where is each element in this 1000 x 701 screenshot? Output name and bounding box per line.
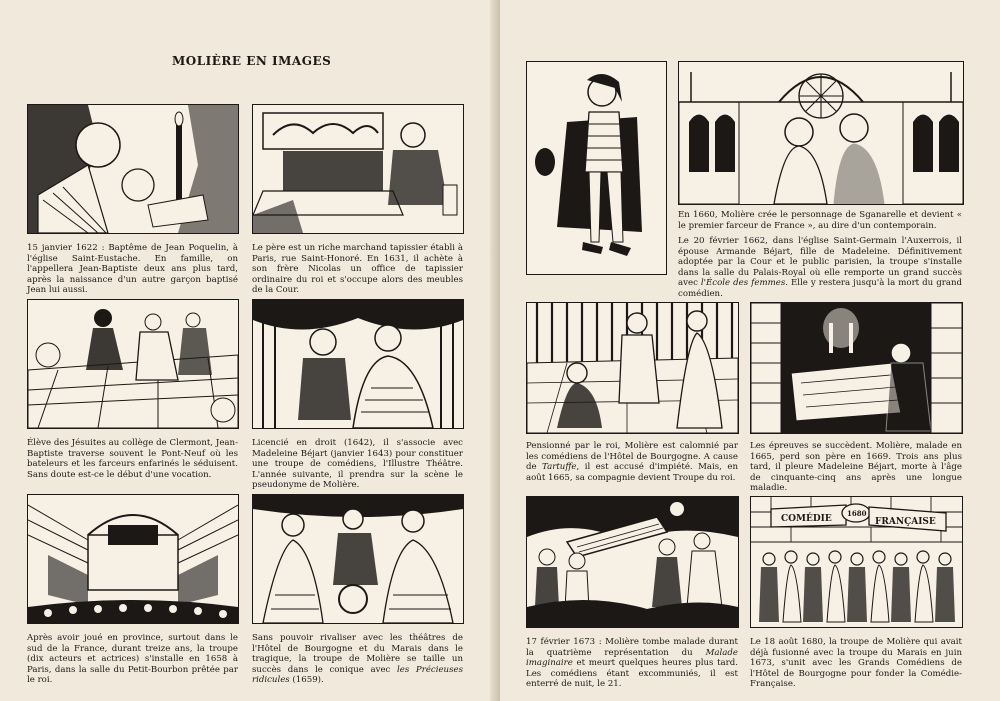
page-title: MOLIÈRE EN IMAGES: [172, 54, 332, 68]
caption-mariage: [678, 236, 962, 300]
caption-comedie-francaise: Le 18 août 1680, la troupe de Molière qui avait déjà fusionné avec la troupe du Marais en juin 1673, s'unit avec les Grands Comédiens de l'Hôtel de Bourgogne pour fonder la Comédie-Française.: [750, 637, 962, 690]
banner-francaise: FRANÇAISE: [875, 517, 936, 527]
right-page: [500, 0, 1000, 701]
caption-petit-bourbon: Après avoir joué en province, surtout dans le sud de la France, durant treize ans, la troupe (dix acteurs et actrices) s'installe en 1658 à Paris, dans la salle du Petit-Bourbon prêtée par le roi.: [27, 633, 238, 686]
caption-precieuses-title: les Précieuses ridicules: [252, 664, 463, 686]
illustration-petit-bourbon: [27, 494, 239, 624]
precieuses-drawing: [253, 495, 463, 623]
caption-tartuffe: [526, 441, 738, 483]
illustre-theatre-drawing: [253, 300, 463, 428]
caption-enterrement-title: Malade imaginaire: [526, 647, 738, 669]
sganarelle-drawing: [527, 62, 666, 274]
illustration-comedie-francaise: [750, 496, 963, 628]
caption-mariage-end: . Elle y restera jusqu'à la mort du grand comédien.: [678, 278, 962, 299]
caption-precieuses-end: (1659).: [289, 675, 324, 686]
caption-tartuffe-end: , il est accusé d'impiété. Mais, en août 1665, sa compagnie devient Troupe du roi.: [526, 462, 738, 483]
enterrement-drawing: [527, 497, 738, 627]
caption-enterrement-text: 17 février 1673 : Molière tombe malade durant la quatrième représentation du: [526, 637, 738, 658]
caption-enterrement-end: et meurt quelques heures plus tard. Les comédiens étant excommuniés, il est enterré de nuit, le 21.: [526, 658, 738, 690]
caption-mariage-title: l'École des femmes: [700, 278, 786, 289]
caption-enterrement: [526, 637, 738, 690]
tartuffe-drawing: [527, 303, 738, 433]
caption-baptism: 15 janvier 1622 : Baptême de Jean Poquelin, à l'église Saint-Eustache. En famille, on l'appellera Jean-Baptiste deux ans plus tard, après la naissance d'un autre garçon baptisé Jean lui aussi.: [27, 243, 238, 296]
comedie-francaise-drawing: [751, 497, 962, 627]
banner-year: 1680: [847, 509, 867, 518]
caption-precieuses: [252, 633, 463, 686]
illustration-illustre-theatre: [252, 299, 464, 429]
baptism-drawing: [28, 105, 238, 233]
illustration-tartuffe: [526, 302, 739, 434]
illustration-pont-neuf: [27, 299, 239, 429]
petit-bourbon-drawing: [28, 495, 238, 623]
caption-mariage-text: Le 20 février 1662, dans l'église Saint-Germain l'Auxerrois, il épouse Armande Béjart, fille de Madeleine. Définitivement adoptée par la Cour et le public parisien, la troupe s'installe dans la salle du Palais-Royal où elle remporte un grand succès avec: [678, 236, 962, 289]
caption-tartuffe-text: Pensionné par le roi, Molière est calomnié par les comédiens de l'Hôtel de Bourgogne. A cause de: [526, 441, 738, 473]
tapissier-drawing: [253, 105, 463, 233]
pont-neuf-drawing: [28, 300, 238, 428]
caption-precieuses-text: Sans pouvoir rivaliser avec les théâtres de l'Hôtel de Bourgogne et du Marais dans le tragique, la troupe de Molière se taille un succès dans le conique avec: [252, 633, 463, 675]
caption-tapissier: Le père est un riche marchand tapissier établi à Paris, rue Saint-Honoré. En 1631, il achète à son frère Nicolas un office de tapissier ordinaire du roi et s'occupe alors des meubles de la Cour.: [252, 243, 463, 296]
caption-illustre-theatre: Licencié en droit (1642), il s'associe avec Madeleine Béjart (janvier 1643) pour constituer une troupe de comédiens, l'Illustre Théâtre. L'année suivante, il prendra sur la scène le pseudonyme de Molière.: [252, 438, 463, 491]
mariage-drawing: [679, 62, 963, 204]
caption-tartuffe-title: Tartuffe: [542, 462, 577, 473]
illustration-mariage: [678, 61, 964, 205]
banner-comedie: COMÉDIE: [781, 514, 832, 524]
illustration-sganarelle: [526, 61, 667, 275]
illustration-baptism: [27, 104, 239, 234]
caption-sganarelle: En 1660, Molière crée le personnage de Sganarelle et devient « le premier farceur de France », au dire d'un contemporain.: [678, 210, 962, 231]
illustration-precieuses: [252, 494, 464, 624]
illustration-enterrement: [526, 496, 739, 628]
epreuves-drawing: [751, 303, 962, 433]
illustration-epreuves: [750, 302, 963, 434]
caption-pont-neuf: Élève des Jésuites au collège de Clermont, Jean-Baptiste traverse souvent le Pont-Neuf où les bateleurs et les farceurs enfarinés le séduisent. Sans doute est-ce le début d'une vocation.: [27, 438, 238, 480]
caption-epreuves: Les épreuves se succèdent. Molière, malade en 1665, perd son père en 1669. Trois ans plus tard, il pleure Madeleine Béjart, morte à l'âge de cinquante-cinq ans après une longue maladie.: [750, 441, 962, 494]
illustration-tapissier: [252, 104, 464, 234]
left-page: [0, 0, 496, 701]
